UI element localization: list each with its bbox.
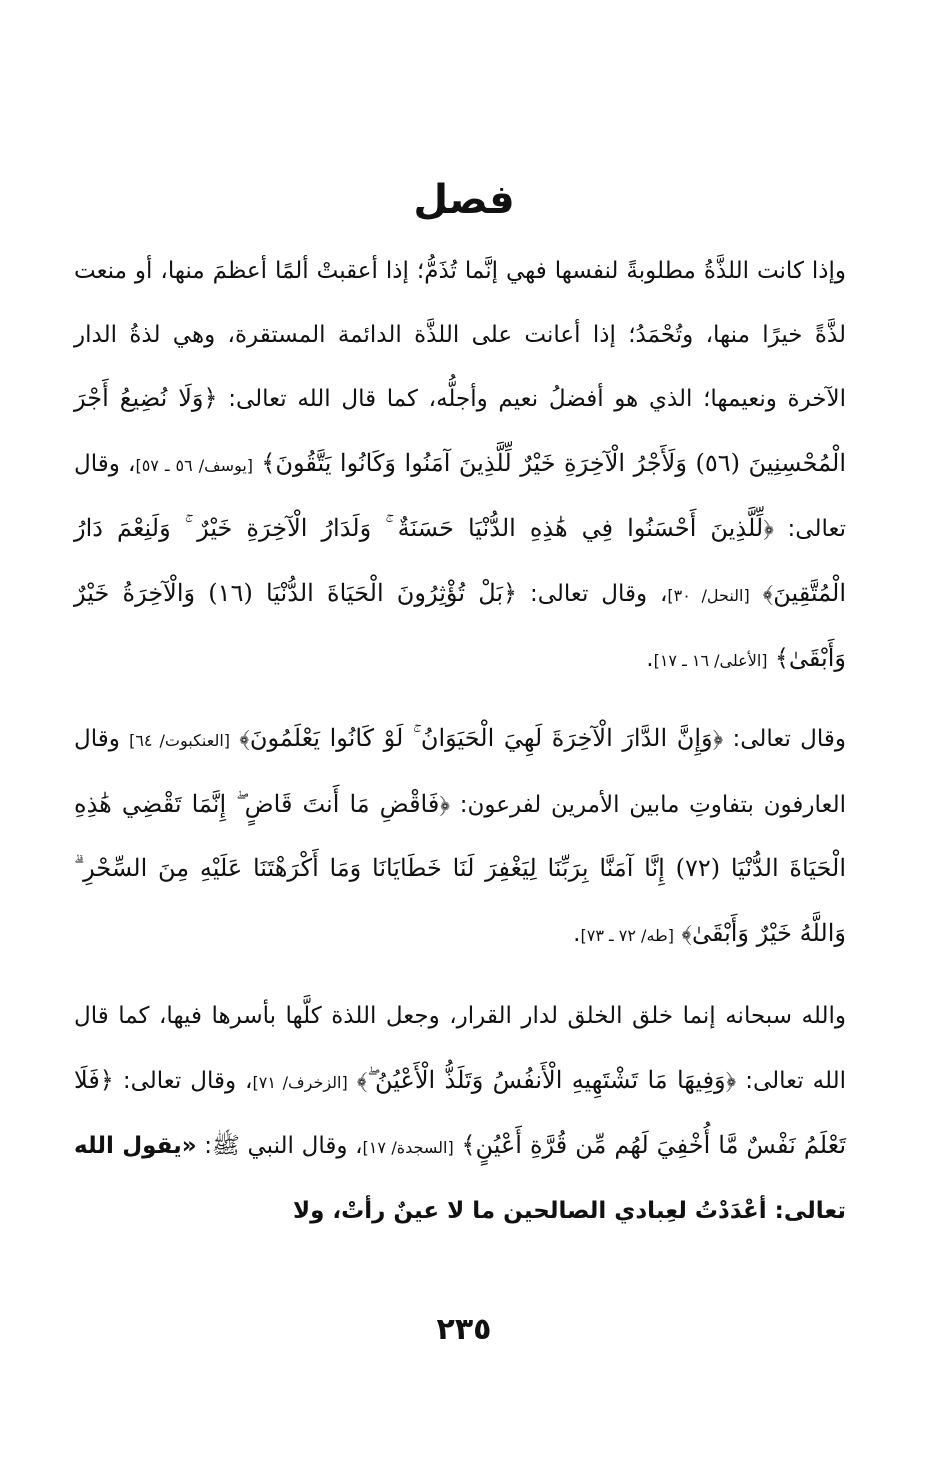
quran-verse: ﴿وَفِيهَا مَا تَشْتَهِيهِ الْأَنفُسُ وَتَلَذُّ الْأَعْيُنُ ۖ﴾ [356, 1065, 737, 1094]
paragraph-text: وقال العارفون بتفاوتِ مابين الأمرين لفرعون: [74, 726, 847, 818]
verse-reference: [السجدة/ ١٧] [362, 1138, 454, 1157]
quran-verse: ﴿فَاقْضِ مَا أَنتَ قَاضٍ ۖ إِنَّمَا تَقْضِي هَٰذِهِ الْحَيَاةَ الدُّنْيَا (٧٢) إِنَّا آمَنَّا بِرَبِّنَا لِيَغْفِرَ لَنَا خَطَايَانَا وَمَا أَكْرَهْتَنَا عَلَيْهِ مِنَ السِّحْرِ ۗ وَاللَّهُ خَيْرٌ وَأَبْقَىٰ﴾ [74, 789, 846, 947]
paragraph-text [750, 581, 763, 607]
verse-reference: [الزخرف/ ٧١] [252, 1072, 348, 1092]
paragraph-text [768, 646, 775, 672]
verse-reference: [النحل/ ٣٠] [667, 585, 750, 605]
paragraph-text [348, 1068, 357, 1094]
section-title: فصل [413, 177, 515, 223]
paragraph-text: ، وقال تعالى: [74, 450, 846, 542]
verse-reference: [الأعلى/ ١٦ ـ ١٧] [653, 651, 768, 670]
quran-verse: ﴿وَلَا نُضِيعُ أَجْرَ الْمُحْسِنِينَ (٥٦) وَلَأَجْرُ الْآخِرَةِ خَيْرٌ لِّلَّذِينَ آمَنُوا وَكَانُوا يَتَّقُونَ﴾ [74, 384, 847, 477]
quran-verse: ﴿لِّلَّذِينَ أَحْسَنُوا فِي هَٰذِهِ الدُّنْيَا حَسَنَةٌ ۚ وَلَدَارُ الْآخِرَةِ خَيْرٌ ۚ وَلَنِعْمَ دَارُ الْمُتَّقِينَ﴾ [74, 514, 846, 607]
verse-reference: [يوسف/ ٥٦ ـ ٥٧] [135, 455, 254, 475]
paragraph-text: ، وقال النبي ﷺ: [196, 1133, 363, 1159]
paragraph-text: ، وقال تعالى: [113, 1067, 253, 1094]
verse-reference: [العنكبوت/ ٦٤] [129, 731, 231, 750]
paragraph-3 [74, 985, 846, 1243]
paragraph-text: وإذا كانت اللذَّةُ مطلوبةً لنفسها فهي إنَّما تُذَمُّ؛ إذا أعقبتْ ألمًا أعظمَ منها، أو منعت لذَّةً خيرًا منها، وتُحْمَدُ؛ إذا أعانت على اللذَّة الدائمة المستقرة، وهي لذةُ الدار الآخرة ونعيمها؛ الذي هو أفضلُ نعيم وأجلُّه، كما قال الله تعالى: [74, 258, 846, 412]
paragraph-text: ، وقال تعالى: [517, 580, 668, 607]
quran-verse: ﴿فَلَا تَعْلَمُ نَفْسٌ مَّا أُخْفِيَ لَهُم مِّن قُرَّةِ أَعْيُنٍ﴾ [74, 1065, 846, 1159]
quran-verse: ﴿بَلْ تُؤْثِرُونَ الْحَيَاةَ الدُّنْيَا (١٦) وَالْآخِرَةُ خَيْرٌ وَأَبْقَىٰ﴾ [74, 578, 846, 672]
paragraph-text: وقال تعالى: [723, 726, 846, 752]
paragraph-text: . [573, 920, 581, 947]
page-number: ٢٣٥ [436, 1312, 492, 1347]
paragraph-2 [74, 707, 846, 967]
quran-verse: ﴿وَإِنَّ الدَّارَ الْآخِرَةَ لَهِيَ الْحَيَوَانُ ۚ لَوْ كَانُوا يَعْلَمُونَ﴾ [239, 724, 724, 752]
hadith-quote: «يقول الله تعالى: أعْدَدْتُ لعِبادي الصالحين ما لا عينٌ رأتْ، ولا [74, 1133, 846, 1224]
paragraph-1 [74, 240, 846, 693]
paragraph-text [230, 726, 239, 752]
paragraph-text: . [646, 646, 654, 672]
verse-reference: [طه/ ٧٢ ـ ٧٣] [580, 925, 674, 945]
paragraph-text: والله سبحانه إنما خلق الخلق لدار القرار، وجعل اللذة كلَّها بأسرها فيها، كما قال الله تعالى: [74, 1003, 846, 1094]
